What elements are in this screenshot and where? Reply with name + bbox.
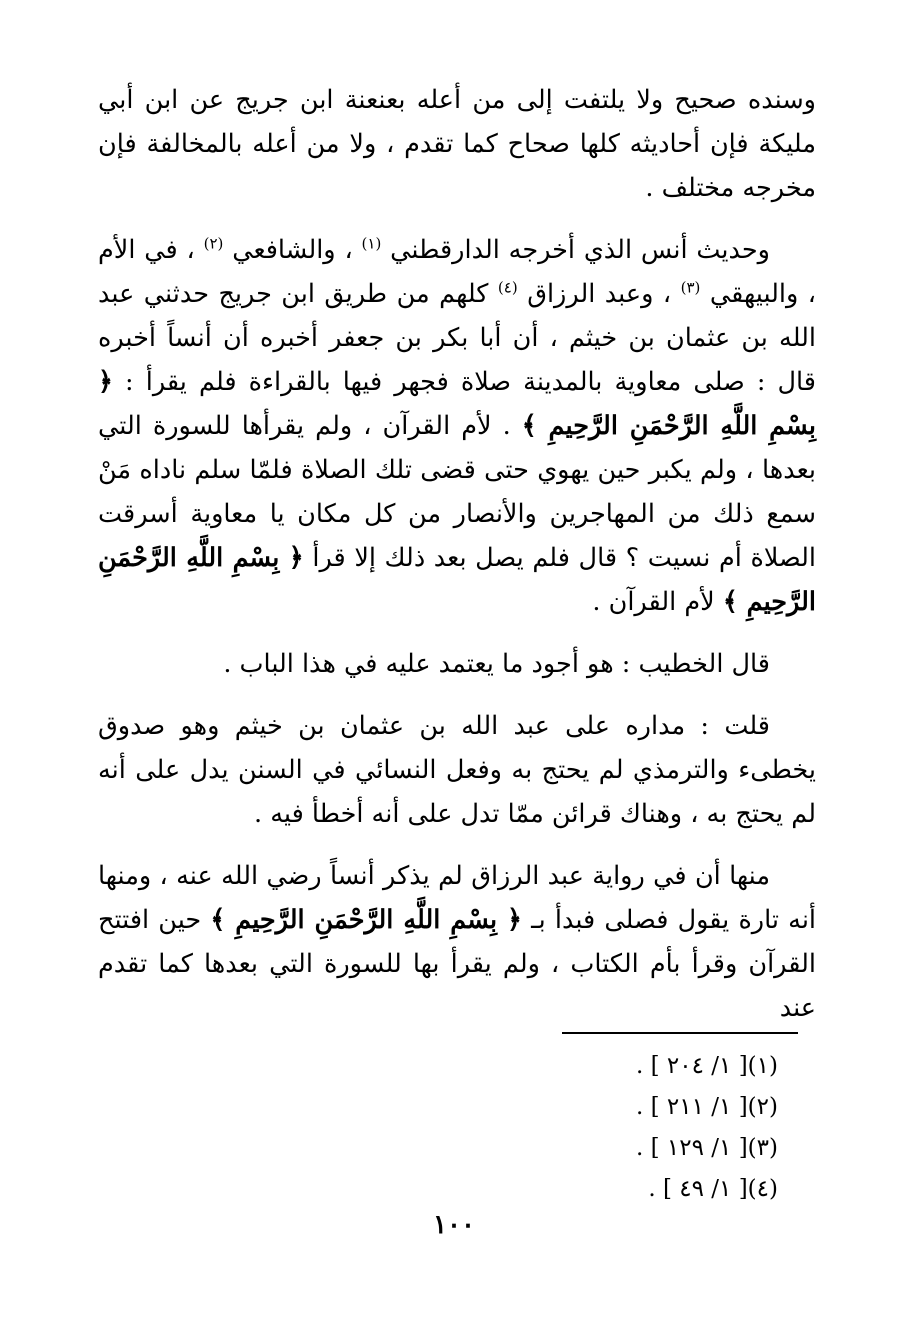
footnote-2: (٢)[ ١/ ٢١١ ] . [636, 1094, 778, 1120]
footnotes-list [478, 1046, 778, 1210]
paragraph-2-text-f: . لأم القرآن ، ولم يقرأها للسورة التي بعدها ، ولم يكبر حين يهوي حتى قضى تلك الصلاة فلمّا سلم ناداه مَنْ سمع ذلك من المهاجرين والأنصار من كل مكان يا معاوية أسرقت الصلاة أم نسيت ؟ قال فلم يصل بعد ذلك إلا قرأ [98, 411, 817, 573]
paragraph-3 [98, 642, 816, 686]
paragraph-4-text: قلت : مداره على عبد الله بن عثمان بن خيثم وهو صدوق يخطىء والترمذي لم يحتج به وفعل النسائي في السنن يدل على أنه لم يحتج به ، وهناك قرائن ممّا تدل على أنه أخطأ فيه . [98, 711, 816, 829]
page-number: ١٠٠ [433, 1210, 475, 1240]
footnote-ref-3[interactable]: (٣) [680, 278, 701, 297]
footnote-1: (١)[ ١/ ٢٠٤ ] . [636, 1053, 778, 1079]
footnote-ref-2[interactable]: (٢) [203, 234, 224, 253]
quran-basmala-1: ﴿ بِسْمِ اللَّهِ الرَّحْمَنِ الرَّحِيمِ ﴾ [98, 367, 817, 441]
footnote-ref-4[interactable]: (٤) [497, 278, 518, 297]
paragraph-2-text-a: وحديث أنس الذي أخرجه الدارقطني [390, 235, 770, 265]
quran-basmala-3: ﴿ بِسْمِ اللَّهِ الرَّحْمَنِ الرَّحِيمِ ﴾ [210, 905, 522, 935]
page-body [98, 78, 816, 1048]
paragraph-1 [98, 78, 816, 210]
paragraph-2-text-d: ، وعبد الرزاق [527, 279, 672, 309]
paragraph-2-text-b: ، والشافعي [232, 235, 353, 265]
footnote-3: (٣)[ ١/ ١٢٩ ] . [636, 1135, 778, 1161]
paragraph-3-text: قال الخطيب : هو أجود ما يعتمد عليه في هذا الباب . [223, 649, 770, 679]
paragraph-4 [98, 704, 816, 836]
footnote-ref-1[interactable]: (١) [361, 234, 382, 253]
paragraph-5 [98, 854, 816, 1030]
paragraph-2-text-c: ، في الأم ، والبيهقي [98, 235, 817, 309]
paragraph-2-text-g: لأم القرآن . [592, 587, 715, 617]
quran-basmala-2: ﴿ بِسْمِ اللَّهِ الرَّحْمَنِ الرَّحِيمِ ﴾ [98, 543, 816, 617]
paragraph-5-text-b: حين افتتح القرآن وقرأ بأم الكتاب ، ولم يقرأ بها للسورة التي بعدها كما تقدم عند [98, 905, 816, 1023]
footnote-separator [562, 1032, 798, 1034]
paragraph-1-text: وسنده صحيح ولا يلتفت إلى من أعله بعنعنة ابن جريج عن ابن أبي مليكة فإن أحاديثه كلها صحاح كما تقدم ، ولا من أعله بالمخالفة فإن مخرجه مختلف . [98, 85, 816, 203]
footnote-4: (٤)[ ١/ ٤٩ ] . [648, 1176, 778, 1202]
paragraph-2-text-e: كلهم من طريق ابن جريج حدثني عبد الله بن عثمان بن خيثم ، أن أبا بكر بن جعفر أخبره أن أنساً أخبره قال : صلى معاوية بالمدينة صلاة فجهر فيها بالقراءة فلم يقرأ : [98, 279, 816, 397]
paragraph-2 [98, 228, 816, 624]
paragraph-5-text-a: منها أن في رواية عبد الرزاق لم يذكر أنساً رضي الله عنه ، ومنها أنه تارة يقول فصلى فبدأ بـ [98, 861, 817, 935]
